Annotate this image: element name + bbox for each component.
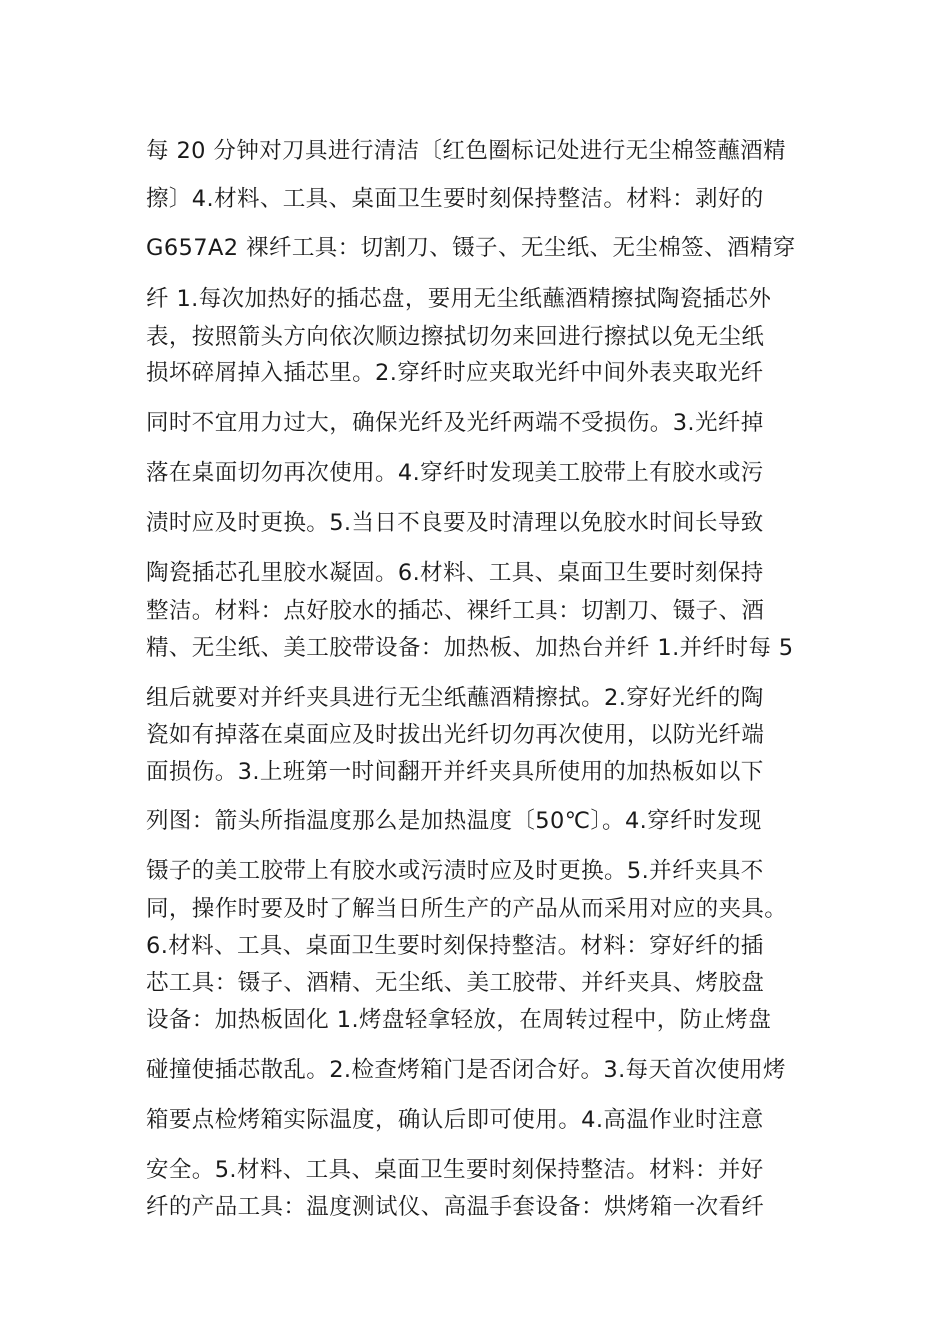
text-line: 整洁。材料：点好胶水的插芯、裸纤工具：切割刀、镊子、酒	[146, 598, 765, 624]
text-line: 同，操作时要及时了解当日所生产的产品从而采用对应的夹具。	[146, 896, 788, 922]
text-line: 6.材料、工具、桌面卫生要时刻保持整洁。材料：穿好纤的插	[146, 933, 764, 959]
text-line: 渍时应及时更换。5.当日不良要及时清理以免胶水时间长导致	[146, 510, 764, 536]
text-line: 设备：加热板固化 1.烤盘轻拿轻放，在周转过程中，防止烤盘	[146, 1007, 772, 1033]
text-line: 精、无尘纸、美工胶带设备：加热板、加热台并纤 1.并纤时每 5	[146, 635, 794, 661]
text-line: 组后就要对并纤夹具进行无尘纸蘸酒精擦拭。2.穿好光纤的陶	[146, 685, 764, 711]
text-line: 安全。5.材料、工具、桌面卫生要时刻保持整洁。材料：并好	[146, 1157, 764, 1183]
text-line: 芯工具：镊子、酒精、无尘纸、美工胶带、并纤夹具、烤胶盘	[146, 970, 765, 996]
text-line: 陶瓷插芯孔里胶水凝固。6.材料、工具、桌面卫生要时刻保持	[146, 560, 764, 586]
text-line: 擦〕4.材料、工具、桌面卫生要时刻保持整洁。材料：剥好的	[146, 186, 764, 212]
text-line: 纤 1.每次加热好的插芯盘，要用无尘纸蘸酒精擦拭陶瓷插芯外	[146, 286, 772, 312]
text-line: 每 20 分钟对刀具进行清洁〔红色圈标记处进行无尘棉签蘸酒精	[146, 138, 786, 164]
text-line: 面损伤。3.上班第一时间翻开并纤夹具所使用的加热板如以下	[146, 759, 764, 785]
text-line: 箱要点检烤箱实际温度，确认后即可使用。4.高温作业时注意	[146, 1107, 764, 1133]
text-line: 镊子的美工胶带上有胶水或污渍时应及时更换。5.并纤夹具不	[146, 858, 764, 884]
text-line: 损坏碎屑掉入插芯里。2.穿纤时应夹取光纤中间外表夹取光纤	[146, 360, 764, 386]
text-line: 表，按照箭头方向依次顺边擦拭切勿来回进行擦拭以免无尘纸	[146, 324, 765, 350]
text-line: 同时不宜用力过大，确保光纤及光纤两端不受损伤。3.光纤掉	[146, 410, 764, 436]
text-line: 纤的产品工具：温度测试仪、高温手套设备：烘烤箱一次看纤	[146, 1194, 765, 1220]
text-line: 列图：箭头所指温度那么是加热温度〔50℃〕。4.穿纤时发现	[146, 808, 762, 834]
text-line: 瓷如有掉落在桌面应及时拔出光纤切勿再次使用，以防光纤端	[146, 722, 765, 748]
text-line: 落在桌面切勿再次使用。4.穿纤时发现美工胶带上有胶水或污	[146, 460, 764, 486]
text-line: G657A2 裸纤工具：切割刀、镊子、无尘纸、无尘棉签、酒精穿	[146, 235, 796, 261]
text-line: 碰撞使插芯散乱。2.检查烤箱门是否闭合好。3.每天首次使用烤	[146, 1057, 786, 1083]
